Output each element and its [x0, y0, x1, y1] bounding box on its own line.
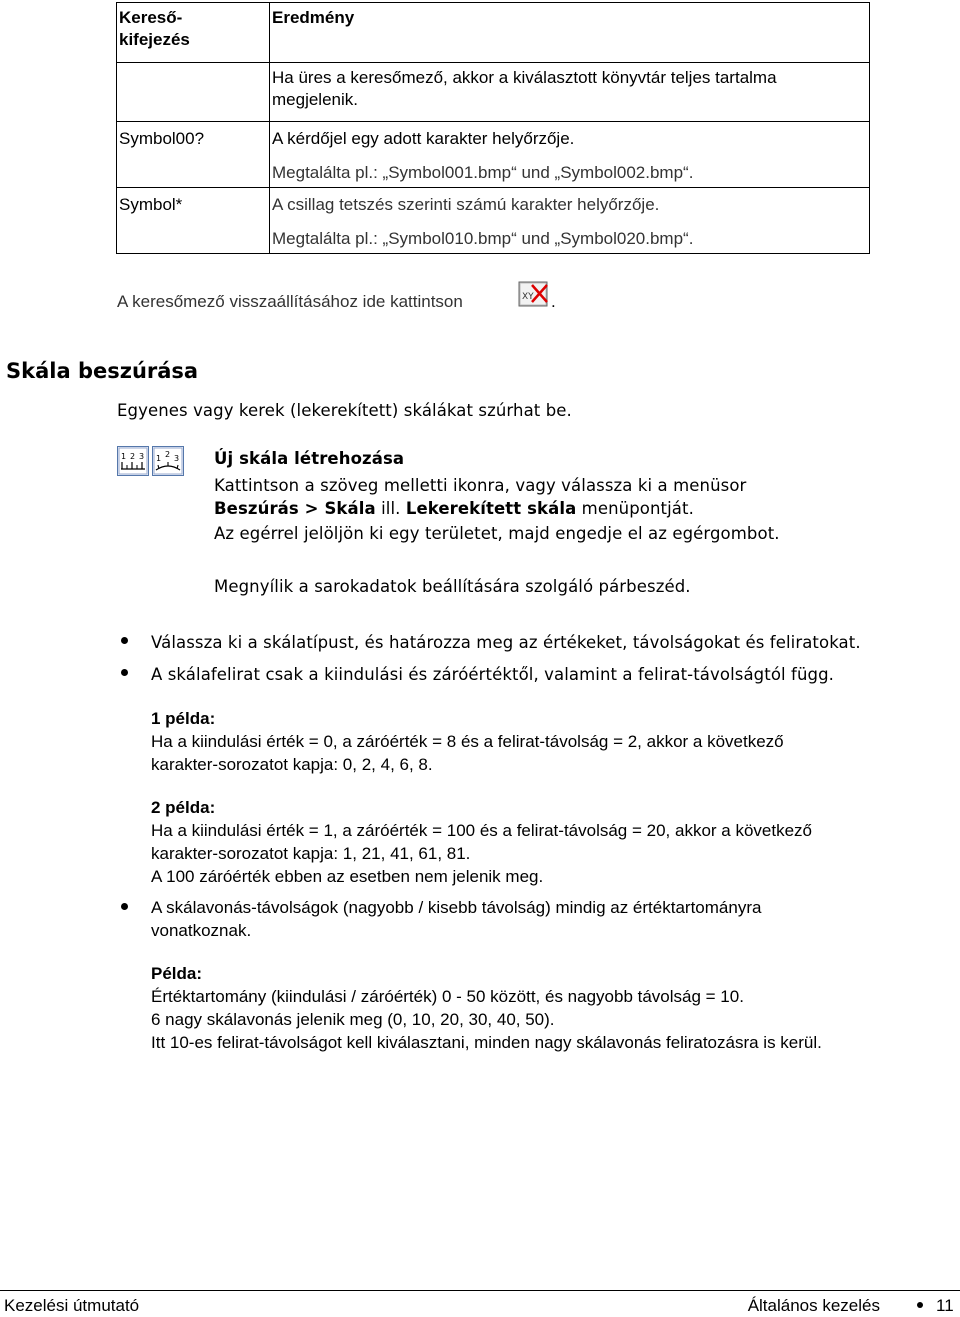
section-intro: Egyenes vagy kerek (lekerekített) skálákat szúrhat be. — [117, 401, 572, 420]
bullet-icon — [121, 637, 128, 644]
search-reset-icon[interactable] — [518, 280, 550, 313]
bullet-icon — [121, 669, 128, 676]
example-label: 2 példa: — [151, 798, 216, 817]
reset-text: A keresőmező visszaállításához ide kattintson — [117, 292, 463, 311]
svg-text:3: 3 — [139, 452, 145, 461]
table-row — [117, 188, 870, 254]
footer-rule — [0, 1290, 960, 1291]
menu-item-bold: Lekerekített skála — [405, 499, 577, 518]
svg-text:1: 1 — [156, 454, 162, 463]
rounded-scale-icon[interactable] — [152, 446, 184, 481]
result-line: megjelenik. — [272, 90, 358, 109]
example-label: Példa: — [151, 964, 203, 983]
search-terms-table — [116, 2, 870, 254]
result-line: Ha üres a keresőmező, akkor a kiválasztott könyvtár teljes tartalma — [272, 68, 777, 87]
instruction-text: ill. — [375, 499, 406, 518]
example-line: karakter-sorozatot kapja: 0, 2, 4, 6, 8. — [151, 755, 433, 774]
instruction-line — [214, 498, 694, 520]
instruction-line: Megnyílik a sarokadatok beállítására szolgáló párbeszéd. — [214, 577, 691, 596]
result-line: A csillag tetszés szerinti számú karakter helyőrzője. — [272, 195, 660, 214]
svg-text:XY: XY — [522, 292, 534, 302]
list-item: A skálavonás-távolságok (nagyobb / kisebb távolság) mindig az értéktartományra — [151, 898, 762, 917]
term-cell: Symbol* — [117, 188, 270, 254]
result-line: A kérdőjel egy adott karakter helyőrzője. — [272, 129, 575, 148]
list-item: Válassza ki a skálatípust, és határozza meg az értékeket, távolságokat és feliratokat. — [151, 633, 861, 652]
reset-instruction — [117, 291, 463, 313]
footer-bullet-icon — [917, 1302, 923, 1308]
result-cell — [270, 63, 870, 122]
svg-text:1: 1 — [121, 452, 127, 461]
example-line: Ha a kiindulási érték = 1, a záróérték = 100 és a felirat-távolság = 20, akkor a következő — [151, 821, 812, 840]
header-term-line1: Kereső- — [119, 8, 183, 27]
straight-scale-icon[interactable] — [117, 446, 149, 481]
example-line: A 100 záróérték ebben az esetben nem jelenik meg. — [151, 867, 544, 886]
reset-period: . — [551, 292, 556, 311]
new-scale-title: Új skála létrehozása — [214, 449, 405, 468]
svg-text:2: 2 — [165, 450, 171, 459]
result-cell — [270, 122, 870, 188]
result-cell — [270, 188, 870, 254]
result-line: Megtalálta pl.: „Symbol010.bmp“ und „Symbol020.bmp“. — [272, 229, 694, 248]
term-cell: Symbol00? — [117, 122, 270, 188]
list-item: A skálafelirat csak a kiindulási és záróértéktől, valamint a felirat-távolságtól függ. — [151, 665, 834, 684]
section-title: Skála beszúrása — [6, 359, 199, 383]
table-row — [117, 122, 870, 188]
example-line: karakter-sorozatot kapja: 1, 21, 41, 61, 81. — [151, 844, 471, 863]
list-item-continuation: vonatkoznak. — [151, 921, 252, 940]
footer-chapter: Általános kezelés — [747, 1296, 880, 1315]
table-header-row — [117, 3, 870, 63]
svg-text:2: 2 — [130, 452, 136, 461]
footer-left: Kezelési útmutató — [4, 1296, 140, 1315]
result-line: Megtalálta pl.: „Symbol001.bmp“ und „Symbol002.bmp“. — [272, 163, 694, 182]
example-line: Értéktartomány (kiindulási / záróérték) 0 - 50 között, és nagyobb távolság = 10. — [151, 987, 744, 1006]
svg-text:3: 3 — [174, 454, 180, 463]
example-line: 6 nagy skálavonás jelenik meg (0, 10, 20, 30, 40, 50). — [151, 1010, 555, 1029]
instruction-text: menüpontját. — [576, 499, 694, 518]
footer-page-number: 11 — [936, 1296, 954, 1315]
table-header-result: Eredmény — [270, 3, 870, 63]
instruction-line: Az egérrel jelöljön ki egy területet, majd engedje el az egérgombot. — [214, 524, 780, 543]
header-term-line2: kifejezés — [119, 30, 190, 49]
table-header-term — [117, 3, 270, 63]
example-label: 1 példa: — [151, 709, 216, 728]
example-line: Itt 10-es felirat-távolságot kell kiválasztani, minden nagy skálavonás feliratozásra is kerül. — [151, 1033, 822, 1052]
menu-path-bold: Beszúrás > Skála — [214, 499, 376, 518]
term-cell — [117, 63, 270, 122]
example-line: Ha a kiindulási érték = 0, a záróérték = 8 és a felirat-távolság = 2, akkor a következő — [151, 732, 784, 751]
bullet-icon — [121, 903, 128, 910]
table-row — [117, 63, 870, 122]
instruction-line: Kattintson a szöveg melletti ikonra, vagy válassza ki a menüsor — [214, 476, 747, 495]
